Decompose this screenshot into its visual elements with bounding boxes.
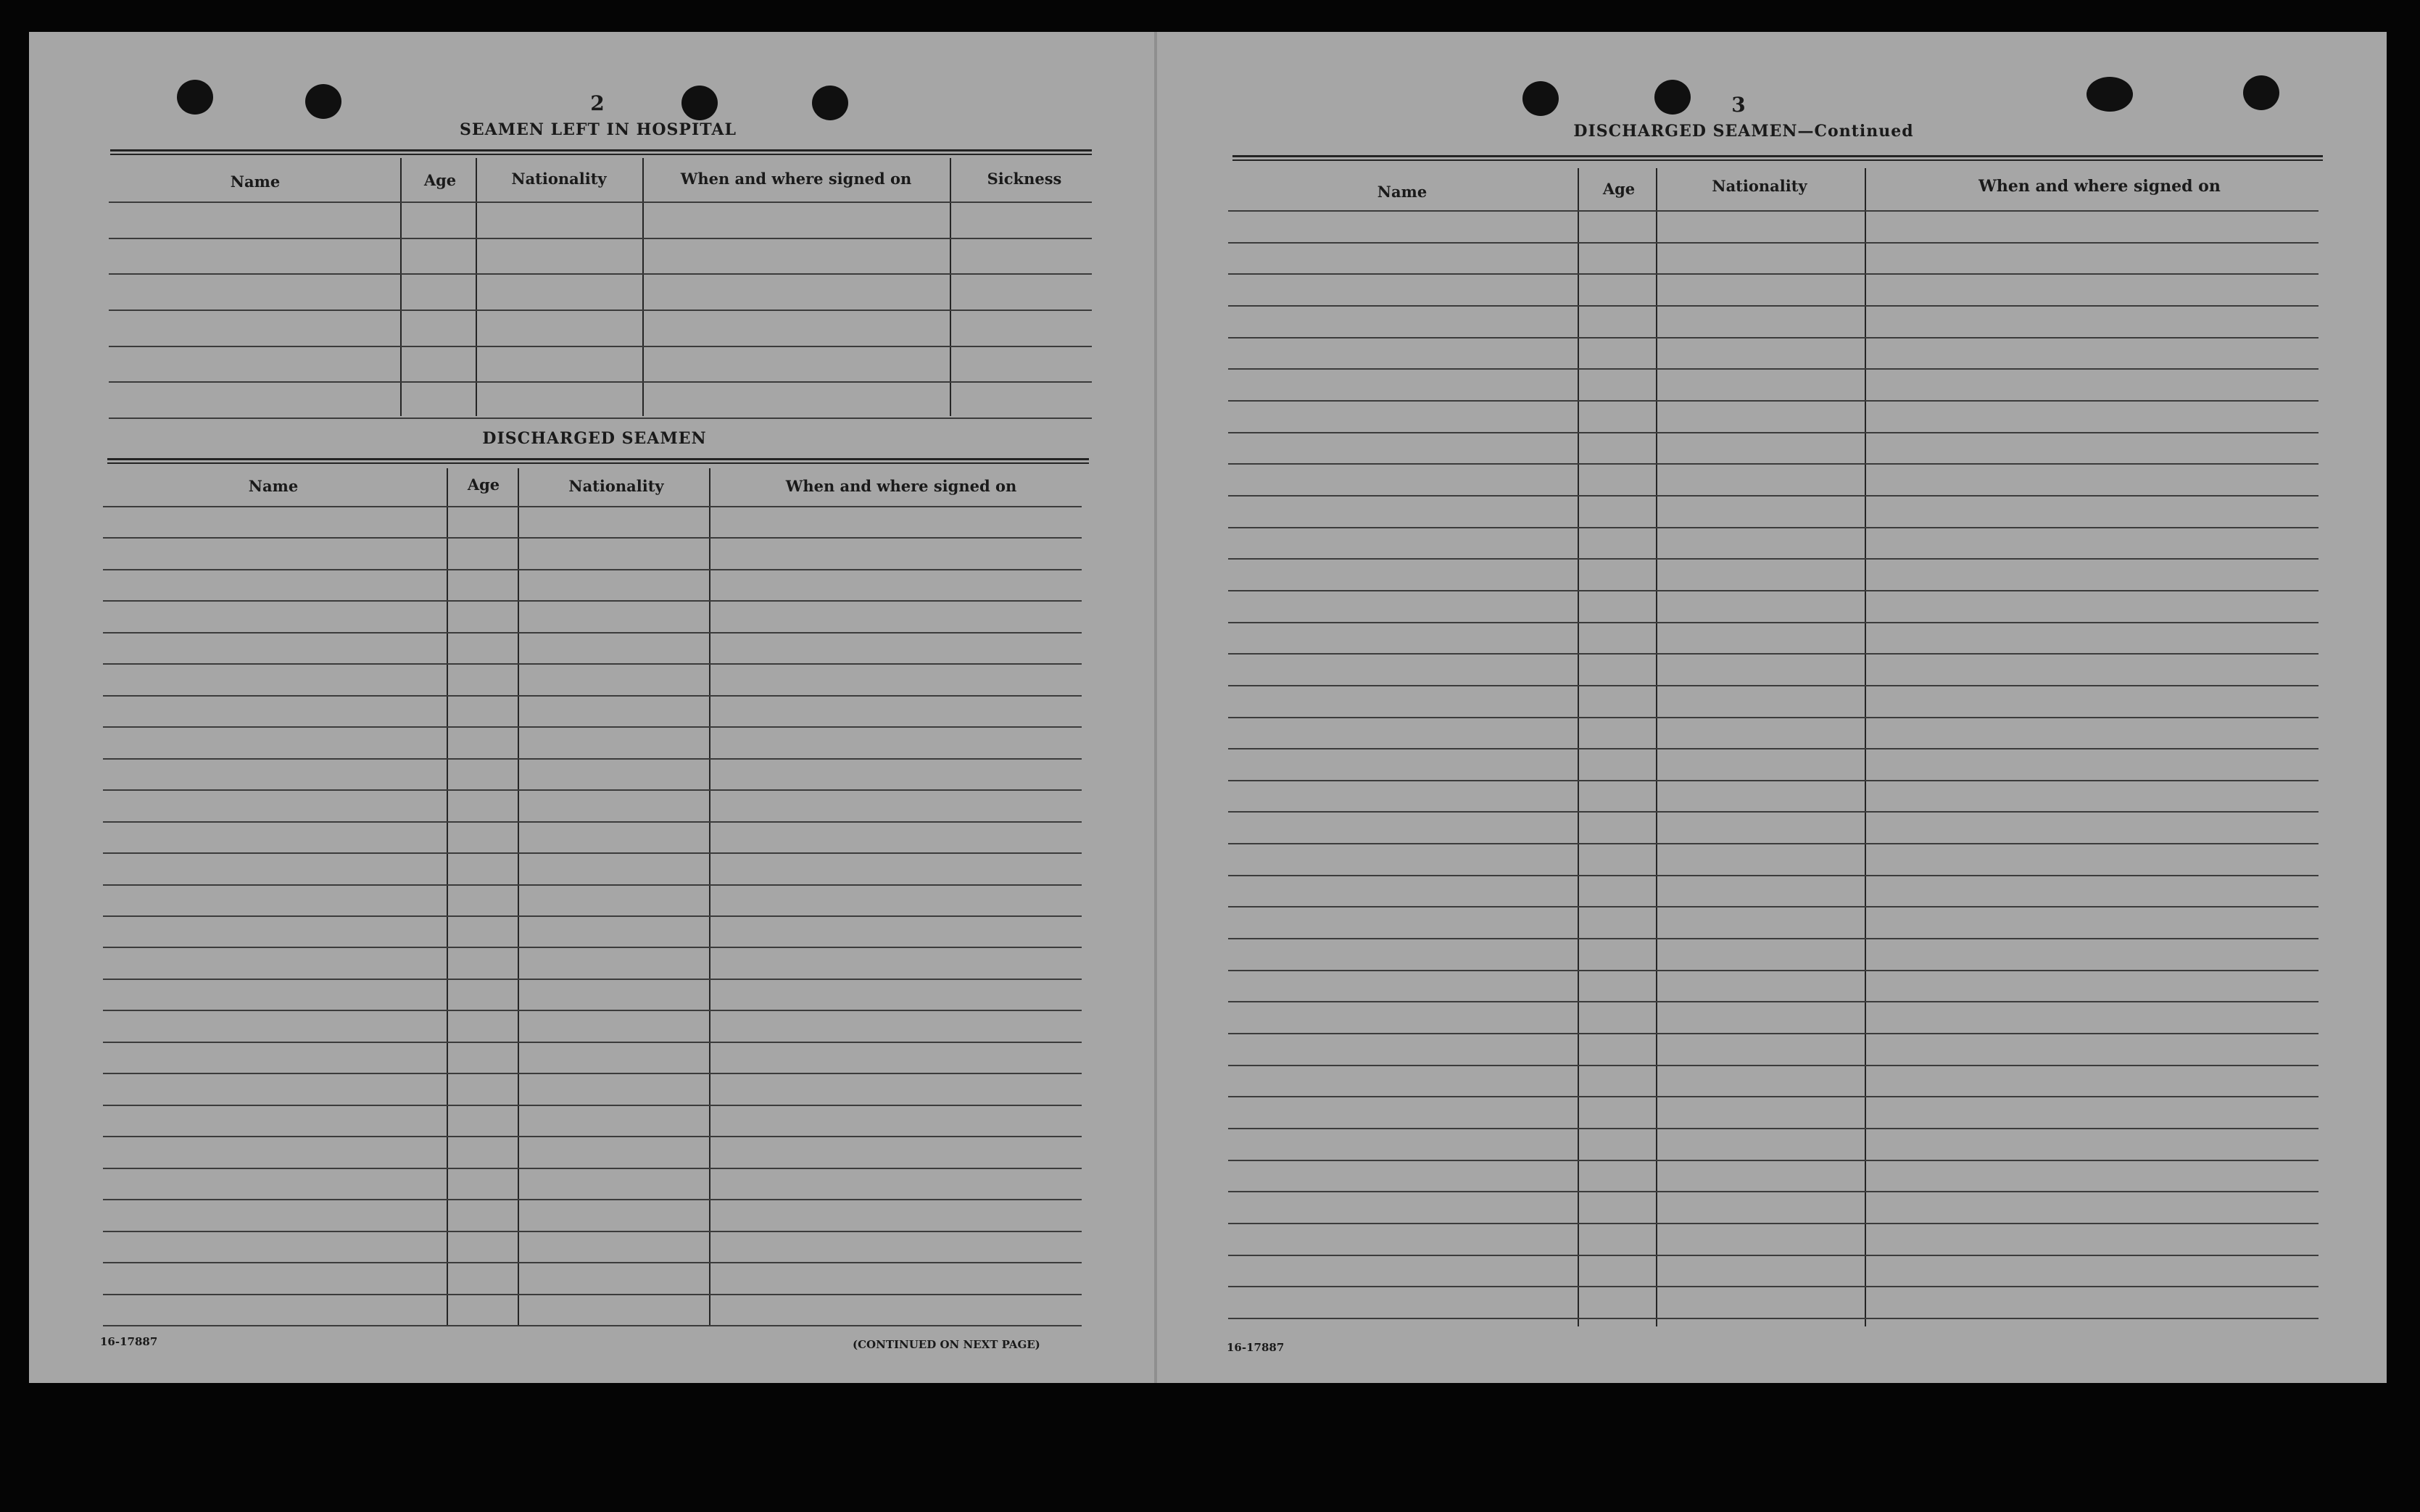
hospital-col-name: Name: [230, 173, 281, 191]
row-rule: [1228, 273, 2319, 275]
row-rule: [103, 569, 1082, 570]
row-rule: [103, 1010, 1082, 1011]
column-divider: [950, 158, 951, 416]
row-rule: [1228, 1318, 2319, 1319]
hospital-col-age: Age: [423, 171, 457, 189]
column-divider: [642, 158, 644, 416]
row-rule: [1228, 622, 2319, 623]
double-rule: [1232, 159, 2323, 161]
row-rule: [1228, 1160, 2319, 1161]
row-rule: [1228, 337, 2319, 338]
discharged-col-age: Age: [467, 475, 500, 494]
row-rule: [103, 884, 1082, 886]
row-rule: [103, 915, 1082, 917]
column-divider: [1656, 168, 1657, 1326]
row-rule: [103, 1199, 1082, 1200]
column-divider: [447, 468, 448, 1326]
right-col-age: Age: [1602, 180, 1636, 198]
row-rule: [103, 695, 1082, 697]
row-rule: [103, 1231, 1082, 1232]
row-rule: [1228, 685, 2319, 686]
row-rule: [103, 758, 1082, 760]
punch-hole: [177, 80, 213, 115]
row-rule: [1228, 527, 2319, 528]
punch-hole: [812, 86, 848, 120]
form-number: 16-17887: [100, 1335, 158, 1348]
row-rule: [103, 789, 1082, 791]
row-rule: [109, 381, 1092, 383]
punch-hole: [305, 84, 341, 119]
hospital-col-signed-on: When and where signed on: [680, 170, 912, 188]
row-rule: [1228, 463, 2319, 465]
row-rule: [103, 632, 1082, 634]
row-rule: [103, 1168, 1082, 1169]
row-rule: [109, 238, 1092, 239]
hospital-col-nationality: Nationality: [511, 170, 607, 188]
row-rule: [1228, 242, 2319, 244]
row-rule: [103, 663, 1082, 665]
row-rule: [1228, 1223, 2319, 1224]
row-rule: [1228, 495, 2319, 497]
right-col-name: Name: [1377, 183, 1427, 201]
row-rule: [103, 1262, 1082, 1263]
row-rule: [103, 1073, 1082, 1074]
row-rule: [103, 852, 1082, 854]
row-rule: [1228, 653, 2319, 655]
double-rule: [110, 149, 1092, 151]
double-rule: [1232, 155, 2323, 157]
punch-hole: [2087, 77, 2133, 112]
row-rule: [1228, 780, 2319, 781]
page-number: 2: [590, 91, 605, 115]
row-rule: [103, 821, 1082, 823]
punch-hole: [681, 86, 718, 120]
punch-hole: [2243, 75, 2279, 110]
row-rule: [109, 310, 1092, 311]
double-rule: [110, 154, 1092, 155]
page-number: 3: [1731, 93, 1746, 117]
right-col-signed-on: When and where signed on: [1978, 177, 2221, 196]
row-rule: [1228, 717, 2319, 718]
row-rule: [1228, 1065, 2319, 1066]
row-rule: [1228, 906, 2319, 907]
row-rule: [103, 979, 1082, 980]
row-rule: [1228, 1286, 2319, 1287]
row-rule: [1228, 590, 2319, 591]
form-paper: [29, 32, 2387, 1383]
row-rule: [109, 273, 1092, 275]
column-divider: [476, 158, 477, 416]
row-rule: [1228, 305, 2319, 307]
row-rule: [1228, 970, 2319, 971]
column-divider: [709, 468, 710, 1326]
row-rule: [1228, 1128, 2319, 1129]
row-rule: [103, 1136, 1082, 1137]
page-fold: [1154, 32, 1157, 1383]
row-rule: [1228, 1191, 2319, 1192]
row-rule: [1228, 811, 2319, 813]
row-rule: [1228, 400, 2319, 402]
double-rule: [107, 462, 1089, 464]
punch-hole: [1522, 81, 1559, 116]
row-rule: [1228, 875, 2319, 876]
discharged-col-name: Name: [248, 477, 299, 495]
row-rule: [1228, 1001, 2319, 1002]
double-rule: [107, 458, 1089, 460]
row-rule: [103, 726, 1082, 728]
continued-note: (CONTINUED ON NEXT PAGE): [853, 1338, 1040, 1351]
row-rule: [1228, 368, 2319, 370]
discharged-continued-title: DISCHARGED SEAMEN—Continued: [1573, 122, 1914, 141]
discharged-section-title: DISCHARGED SEAMEN: [482, 429, 707, 448]
row-rule: [1228, 748, 2319, 749]
row-rule: [103, 1325, 1082, 1326]
row-rule: [1228, 843, 2319, 844]
column-divider: [1578, 168, 1579, 1326]
hospital-col-sickness: Sickness: [987, 170, 1062, 188]
row-rule: [103, 1294, 1082, 1295]
row-rule: [109, 418, 1092, 419]
form-number: 16-17887: [1227, 1341, 1285, 1354]
row-rule: [103, 947, 1082, 948]
row-rule: [109, 202, 1092, 203]
column-divider: [518, 468, 519, 1326]
row-rule: [109, 346, 1092, 347]
hospital-section-title: SEAMEN LEFT IN HOSPITAL: [460, 120, 737, 139]
row-rule: [1228, 558, 2319, 560]
punch-hole: [1654, 80, 1691, 115]
column-divider: [400, 158, 402, 416]
row-rule: [103, 600, 1082, 602]
row-rule: [1228, 1255, 2319, 1256]
row-rule: [103, 537, 1082, 539]
row-rule: [103, 1105, 1082, 1106]
discharged-col-signed-on: When and where signed on: [785, 477, 1017, 495]
row-rule: [1228, 1033, 2319, 1034]
row-rule: [1228, 1096, 2319, 1097]
row-rule: [1228, 210, 2319, 212]
row-rule: [103, 506, 1082, 507]
row-rule: [1228, 432, 2319, 433]
column-divider: [1865, 168, 1866, 1326]
row-rule: [1228, 938, 2319, 939]
discharged-col-nationality: Nationality: [568, 477, 664, 495]
right-col-nationality: Nationality: [1712, 177, 1807, 195]
row-rule: [103, 1042, 1082, 1043]
